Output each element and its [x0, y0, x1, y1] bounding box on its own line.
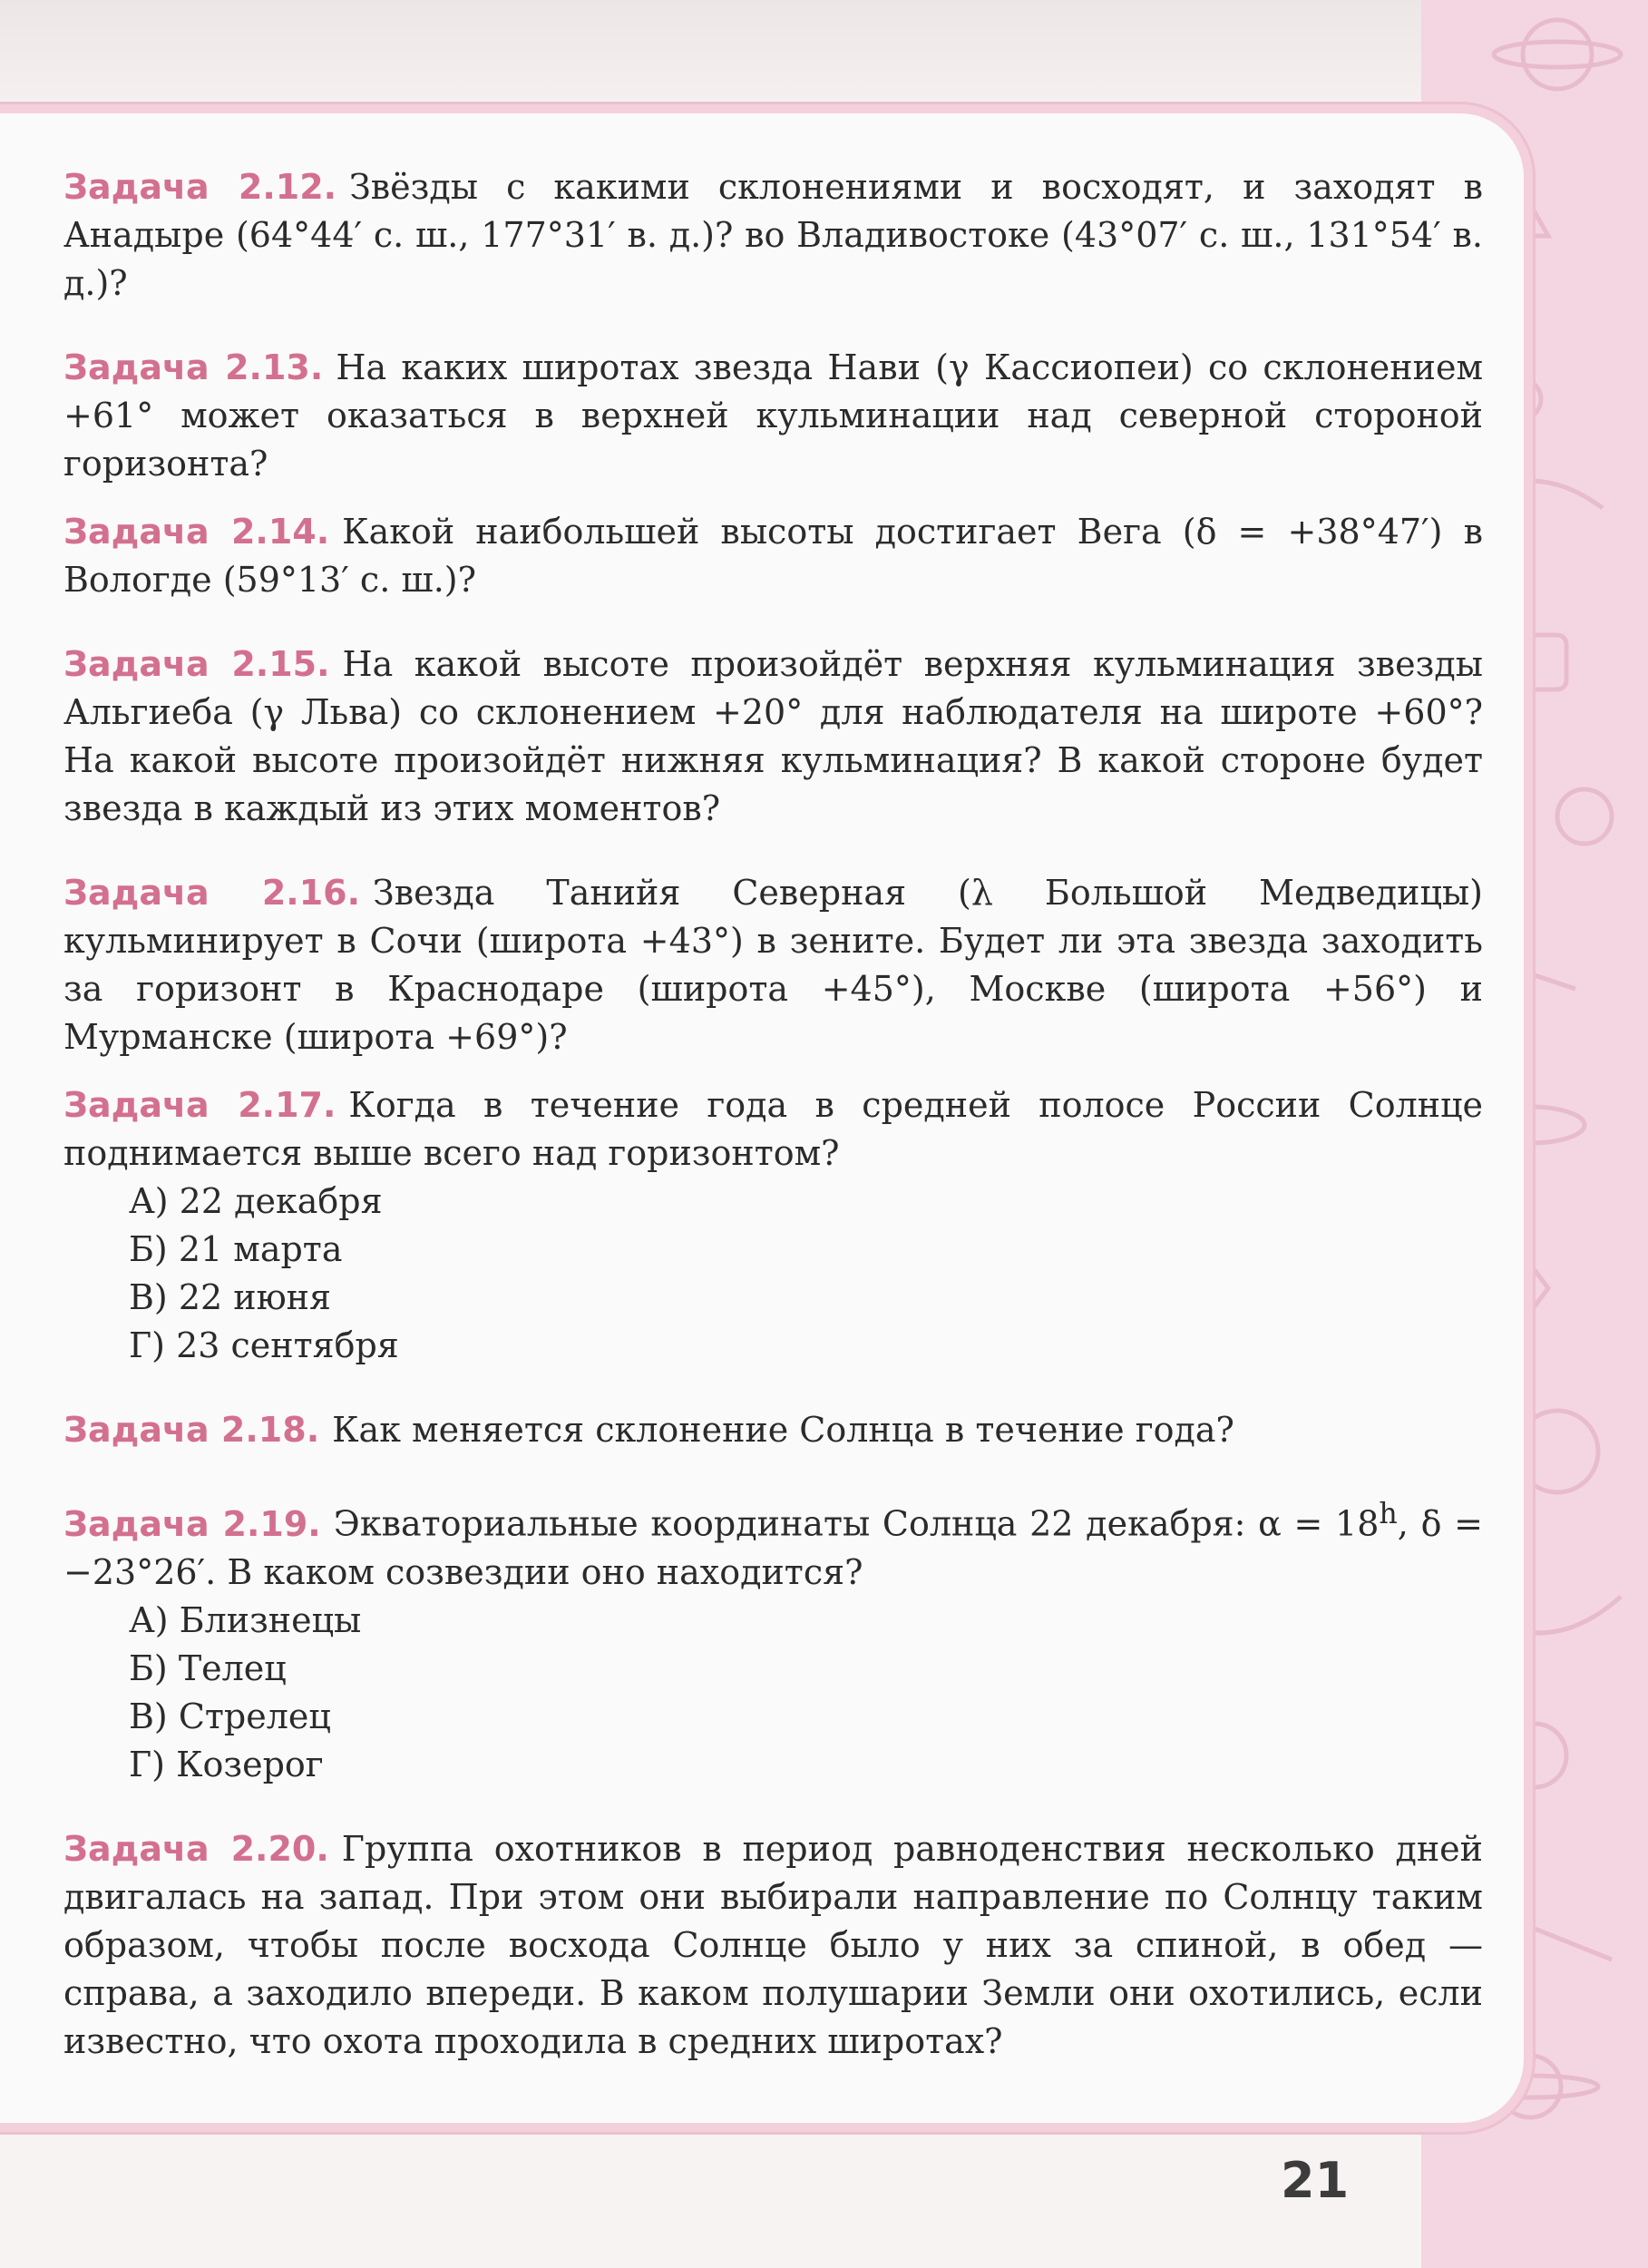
problem-label: Задача 2.15.	[63, 644, 330, 684]
problem-2-19	[63, 1491, 1483, 1597]
problem-2-15	[63, 640, 1483, 833]
problem-text: Звезда Танийя Северная (λ Большой Медведицы) кульминирует в Сочи (широта +43°) в зените. Будет ли эта звезда заходить за горизонт в Краснодаре (широта +45°), Москве (широта +56°) и Мурманске (широта +69°)?	[63, 873, 1483, 1057]
problem-text-start: Экваториальные координаты Солнца 22 декабря: α = 18	[333, 1503, 1380, 1544]
problem-2-14	[63, 508, 1483, 604]
problem-text: На какой высоте произойдёт верхняя кульминация звезды Альгиеба (γ Льва) со склонением +20° для наблюдателя на широте +60°? На какой высоте произойдёт нижняя кульминация? В какой стороне будет звезда в каждый из этих моментов?	[63, 644, 1484, 828]
answer-option: Г) 23 сентября	[129, 1325, 399, 1365]
hours-superscript: h	[1379, 1498, 1398, 1530]
problem-label: Задача 2.14.	[63, 512, 330, 552]
scan-top-edge	[0, 0, 1648, 100]
problems-list	[63, 163, 1483, 2102]
answer-options-2-19	[129, 1597, 1483, 1789]
problem-text: Группа охотников в период равноденствия несколько дней двигалась на запад. При этом они выбирали направление по Солнцу таким образом, чтобы после восхода Солнце было у них за спиной, в обед — справа, а заходило впереди. В каком полушарии Земли они охотились, если известно, что охота проходила в средних широтах?	[63, 1828, 1483, 2061]
problem-label: Задача 2.18.	[63, 1410, 320, 1450]
problem-2-17	[63, 1081, 1483, 1178]
answer-option: Г) Козерог	[129, 1744, 324, 1784]
problem-text: Звёзды с какими склонениями и восходят, и заходят в Анадыре (64°44′ с. ш., 177°31′ в. д.)? во Владивостоке (43°07′ с. ш., 131°54′ в. д.)?	[63, 167, 1483, 303]
problem-text-end: , δ = −23°26′. В каком созвездии оно находится?	[63, 1503, 1483, 1592]
problem-label: Задача 2.13.	[63, 347, 324, 387]
problem-2-20	[63, 1825, 1483, 2066]
answer-option: А) 22 декабря	[129, 1181, 383, 1221]
answer-option: В) 22 июня	[129, 1277, 331, 1317]
problem-label: Задача 2.20.	[63, 1828, 329, 1869]
problem-2-18	[63, 1406, 1483, 1454]
problem-label: Задача 2.19.	[63, 1503, 321, 1544]
page-number: 21	[1281, 2152, 1350, 2209]
answer-options-2-17	[129, 1178, 1483, 1370]
problem-label: Задача 2.17.	[63, 1085, 336, 1125]
problem-text: Какой наибольшей высоты достигает Вега (δ = +38°47′) в Вологде (59°13′ с. ш.)?	[63, 512, 1484, 600]
problem-text: На каких широтах звезда Нави (γ Кассиопеи) со склонением +61° может оказаться в верхней кульминации над северной стороной горизонта?	[63, 347, 1483, 484]
answer-option: В) Стрелец	[129, 1696, 331, 1736]
problem-text: Как меняется склонение Солнца в течение года?	[332, 1410, 1234, 1450]
problem-label: Задача 2.12.	[63, 167, 337, 207]
problem-2-12	[63, 163, 1483, 308]
problem-2-13	[63, 344, 1483, 488]
answer-option: Б) Телец	[129, 1647, 287, 1688]
answer-option: Б) 21 марта	[129, 1229, 343, 1269]
answer-option: А) Близнецы	[129, 1599, 362, 1640]
problem-text: Когда в течение года в средней полосе России Солнце поднимается выше всего над горизонтом?	[63, 1085, 1483, 1173]
problem-2-16	[63, 869, 1483, 1061]
problem-label: Задача 2.16.	[63, 873, 361, 913]
